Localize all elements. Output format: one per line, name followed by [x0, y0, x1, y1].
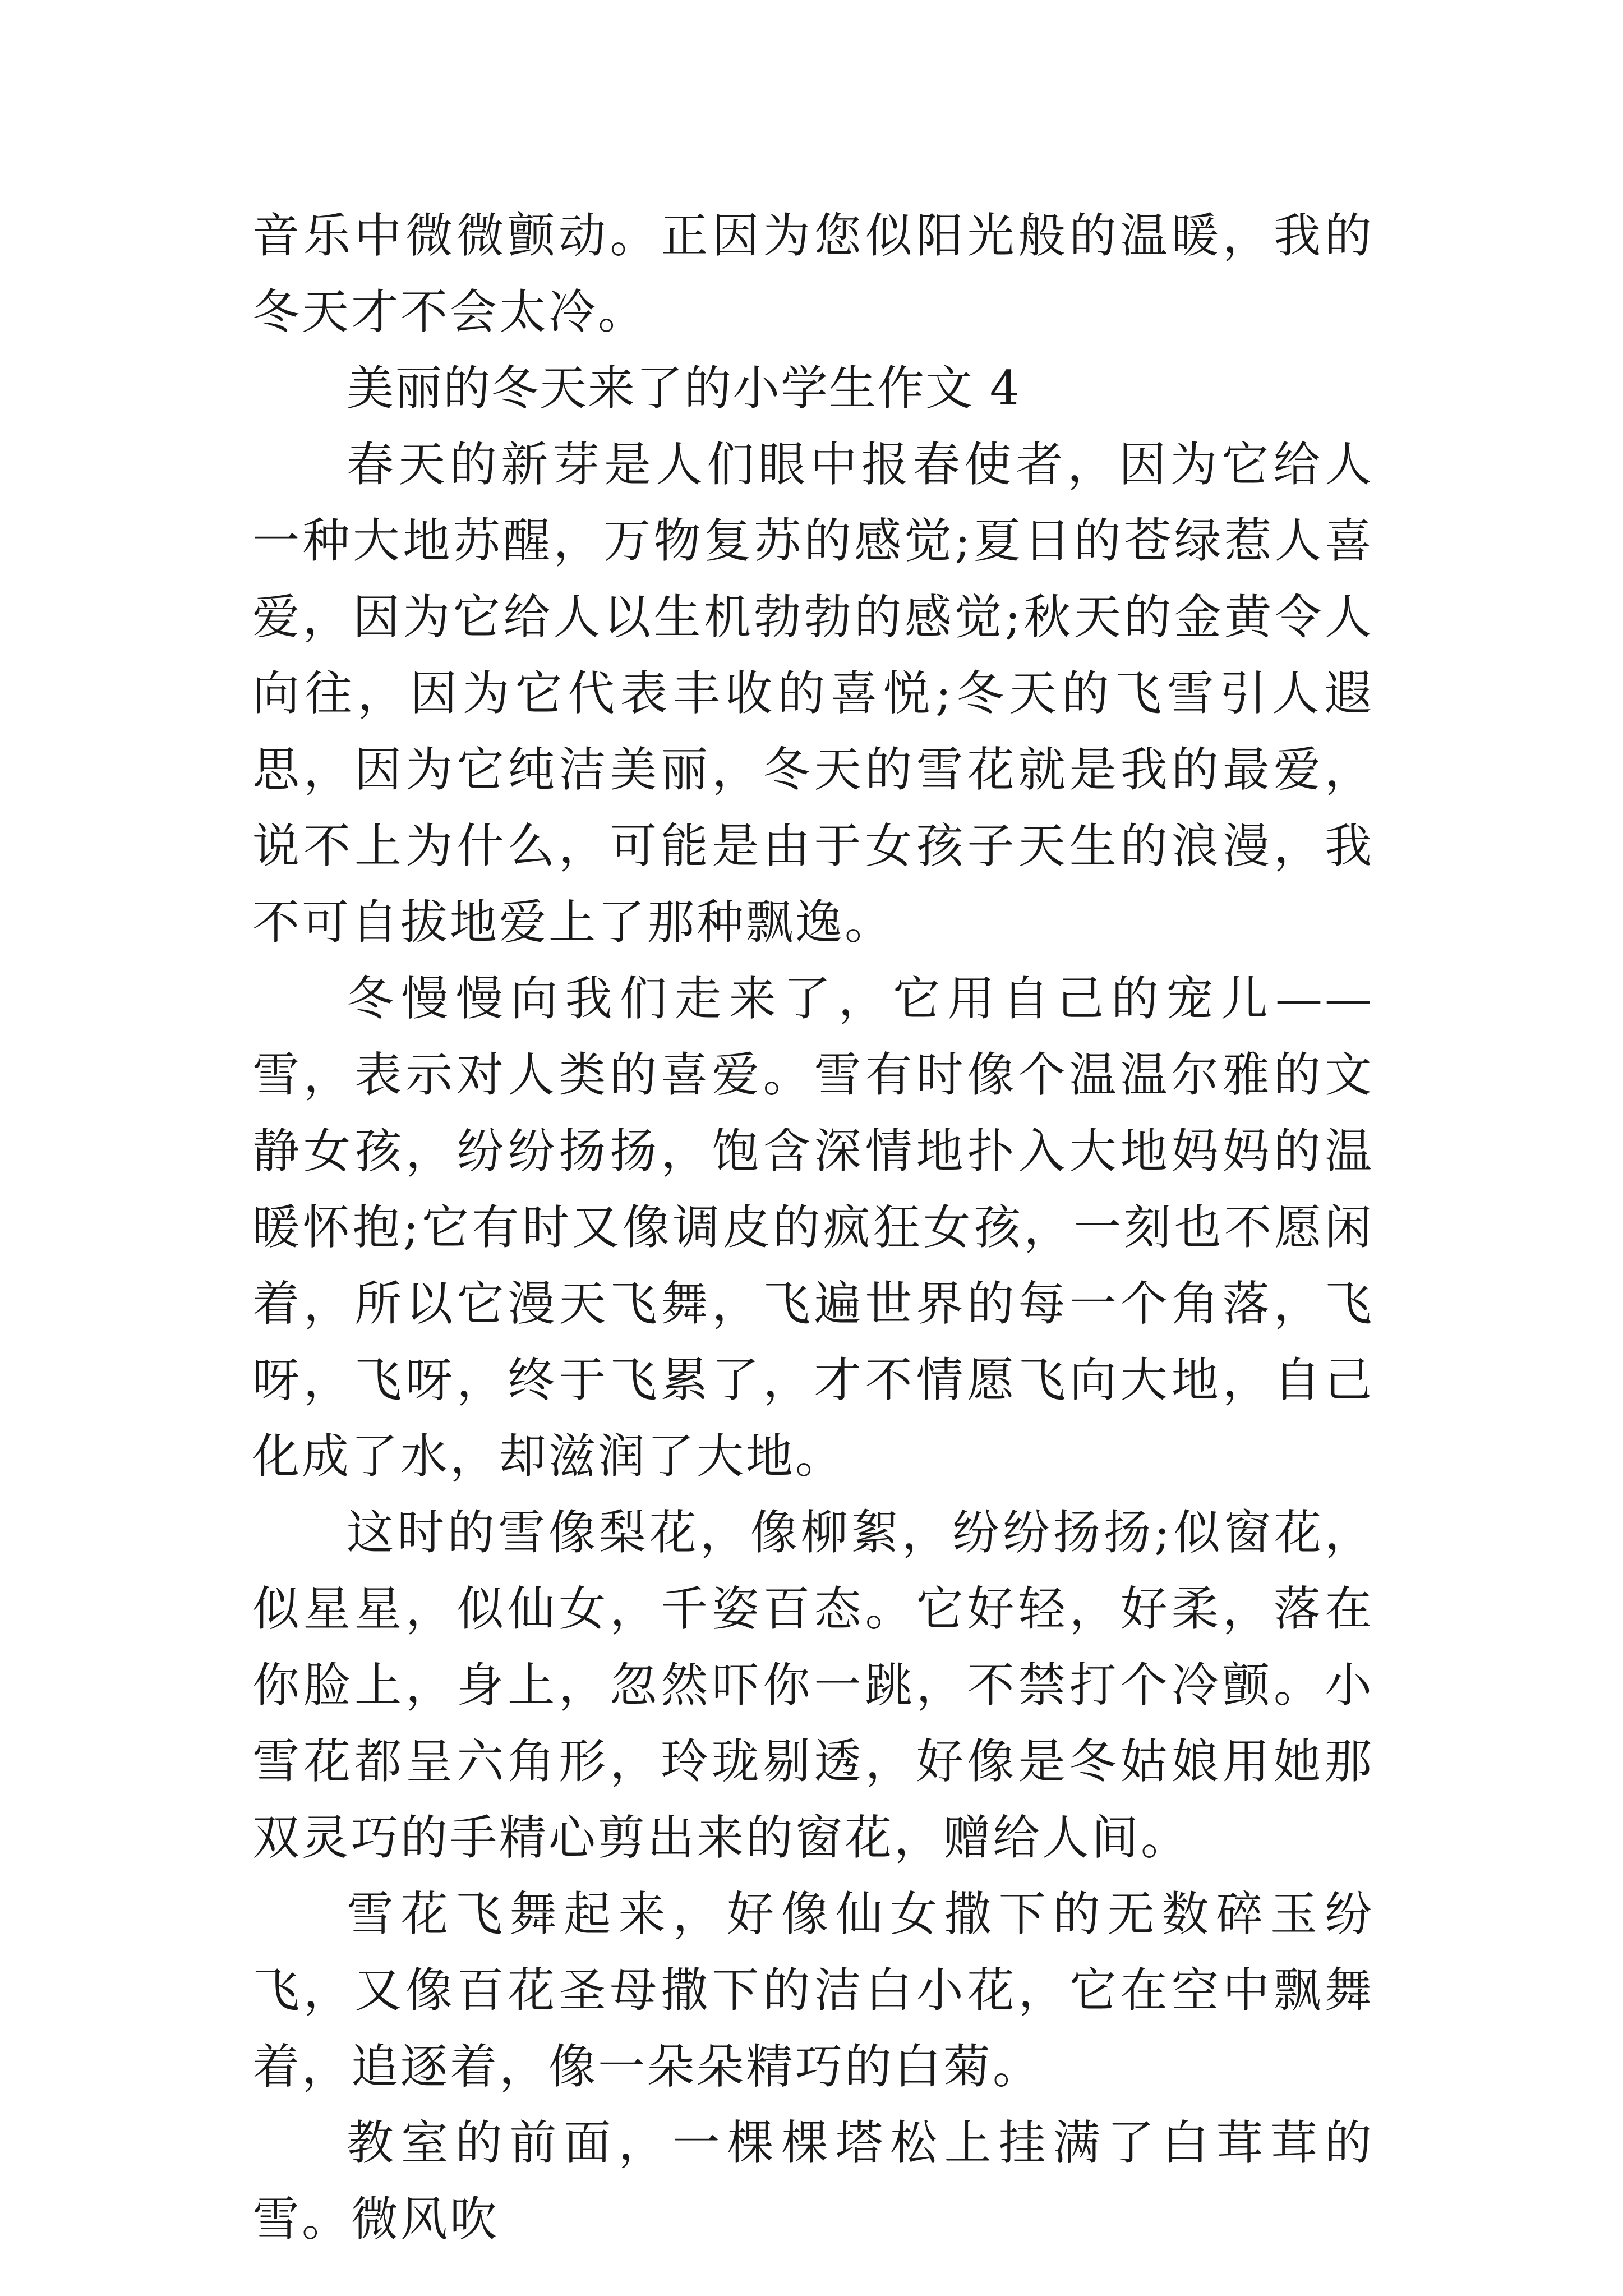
paragraph-classroom: 教室的前面，一棵棵塔松上挂满了白茸茸的雪。微风吹 [252, 2115, 1374, 2247]
paragraph-snowflakes: 这时的雪像梨花，像柳絮，纷纷扬扬;似窗花，似星星，似仙女，千姿百态。它好轻，好柔，落在你脸上，身上，忽然吓你一跳，不禁打个冷颤。小雪花都呈六角形，玲珑剔透，好像是冬姑娘用她那双灵巧的手精心剪出来的窗花，赠给人间。 [252, 1505, 1374, 1865]
paragraph-snow-dance: 雪花飞舞起来，好像仙女撒下的无数碎玉纷飞，又像百花圣母撒下的洁白小花，它在空中飘舞着，追逐着，像一朵朵精巧的白菊。 [252, 1887, 1374, 2094]
paragraph-seasons: 春天的新芽是人们眼中报春使者，因为它给人一种大地苏醒，万物复苏的感觉;夏日的苍绿惹人喜爱，因为它给人以生机勃勃的感觉;秋天的金黄令人向往，因为它代表丰收的喜悦;冬天的飞雪引人遐思，因为它纯洁美丽，冬天的雪花就是我的最爱，说不上为什么，可能是由于女孩子天生的浪漫，我不可自拔地爱上了那种飘逸。 [252, 437, 1374, 950]
essay-heading: 美丽的冬天来了的小学生作文 4 [347, 361, 1021, 416]
document-body [252, 197, 1374, 2257]
paragraph-winter-arrives: 冬慢慢向我们走来了，它用自己的宠儿——雪，表示对人类的喜爱。雪有时像个温温尔雅的文静女孩，纷纷扬扬，饱含深情地扑入大地妈妈的温暖怀抱;它有时又像调皮的疯狂女孩，一刻也不愿闲着，所以它漫天飞舞，飞遍世界的每一个角落，飞呀，飞呀，终于飞累了，才不情愿飞向大地，自己化成了水，却滋润了大地。 [252, 971, 1374, 1484]
paragraph-continuation: 音乐中微微颤动。正因为您似阳光般的温暖，我的冬天才不会太冷。 [252, 208, 1374, 339]
